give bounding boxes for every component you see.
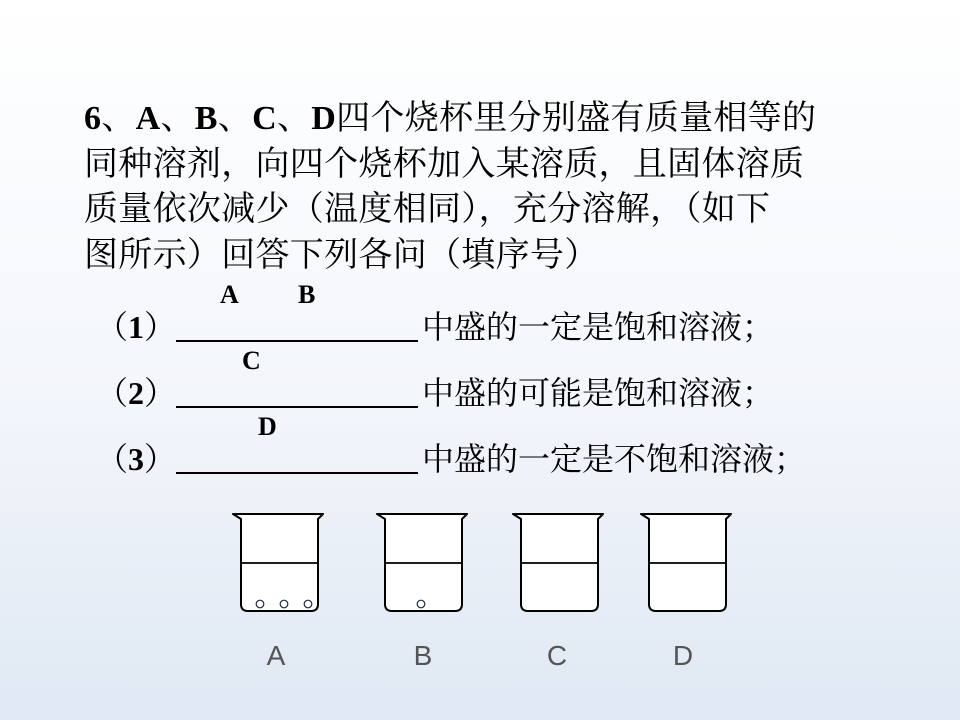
beaker-b bbox=[377, 514, 467, 611]
beaker-label-d: D bbox=[672, 640, 694, 671]
answer-blank[interactable] bbox=[176, 280, 418, 342]
answer-blank[interactable] bbox=[176, 412, 418, 474]
solid-particle bbox=[280, 600, 288, 608]
question-number: 6 bbox=[84, 100, 102, 137]
sub-question-number: 1 bbox=[128, 309, 145, 345]
beaker-c bbox=[513, 514, 603, 611]
inline-beaker-c: C bbox=[252, 100, 277, 137]
beaker-label-c: C bbox=[546, 640, 568, 671]
beaker-a bbox=[233, 514, 323, 611]
answer-value: A bbox=[220, 280, 239, 309]
sub-question-2: （2） C 中盛的可能是饱和溶液； bbox=[96, 346, 775, 412]
beaker-d bbox=[641, 514, 731, 611]
question-line-3: 质量依次减少（温度相同），充分溶解，（如下 bbox=[84, 189, 771, 229]
answer-value: B bbox=[298, 280, 316, 309]
beaker-label-a: A bbox=[266, 640, 286, 671]
solid-particle bbox=[304, 600, 312, 608]
solid-particle bbox=[256, 600, 264, 608]
beakers-figure bbox=[0, 500, 960, 630]
sub-question-number: 3 bbox=[128, 441, 145, 477]
inline-beaker-b: B bbox=[194, 100, 218, 137]
sub-question-1: （1） A B 中盛的一定是饱和溶液； bbox=[96, 280, 775, 346]
sub-question-number: 2 bbox=[128, 375, 145, 411]
question-line-4: 图所示）回答下列各问（填序号） bbox=[84, 234, 599, 275]
sub-question-text: 中盛的一定是不饱和溶液； bbox=[422, 440, 807, 478]
beaker-label-b: B bbox=[413, 640, 433, 671]
question-text: 6、A、B、C、D四个烧杯里分别盛有质量相等的 同种溶剂，向四个烧杯加入某溶质，且固体溶质 质量依次减少（温度相同），充分溶解，（如下 图所示）回答下列各问（填序号） bbox=[84, 98, 817, 275]
sub-question-3: （3） D 中盛的一定是不饱和溶液； bbox=[96, 412, 807, 478]
answer-value: C bbox=[242, 346, 261, 375]
answer-blank[interactable] bbox=[176, 346, 418, 408]
question-line-2: 同种溶剂，向四个烧杯加入某溶质，且固体溶质 bbox=[84, 143, 805, 184]
sub-question-text: 中盛的一定是饱和溶液； bbox=[422, 308, 775, 346]
inline-beaker-a: A bbox=[135, 100, 161, 137]
sub-question-text: 中盛的可能是饱和溶液； bbox=[422, 374, 775, 412]
solid-particle bbox=[417, 600, 425, 608]
inline-beaker-d: D bbox=[311, 100, 337, 137]
question-line-1: 四个烧杯里分别盛有质量相等的 bbox=[336, 98, 817, 138]
answer-value: D bbox=[258, 412, 277, 441]
